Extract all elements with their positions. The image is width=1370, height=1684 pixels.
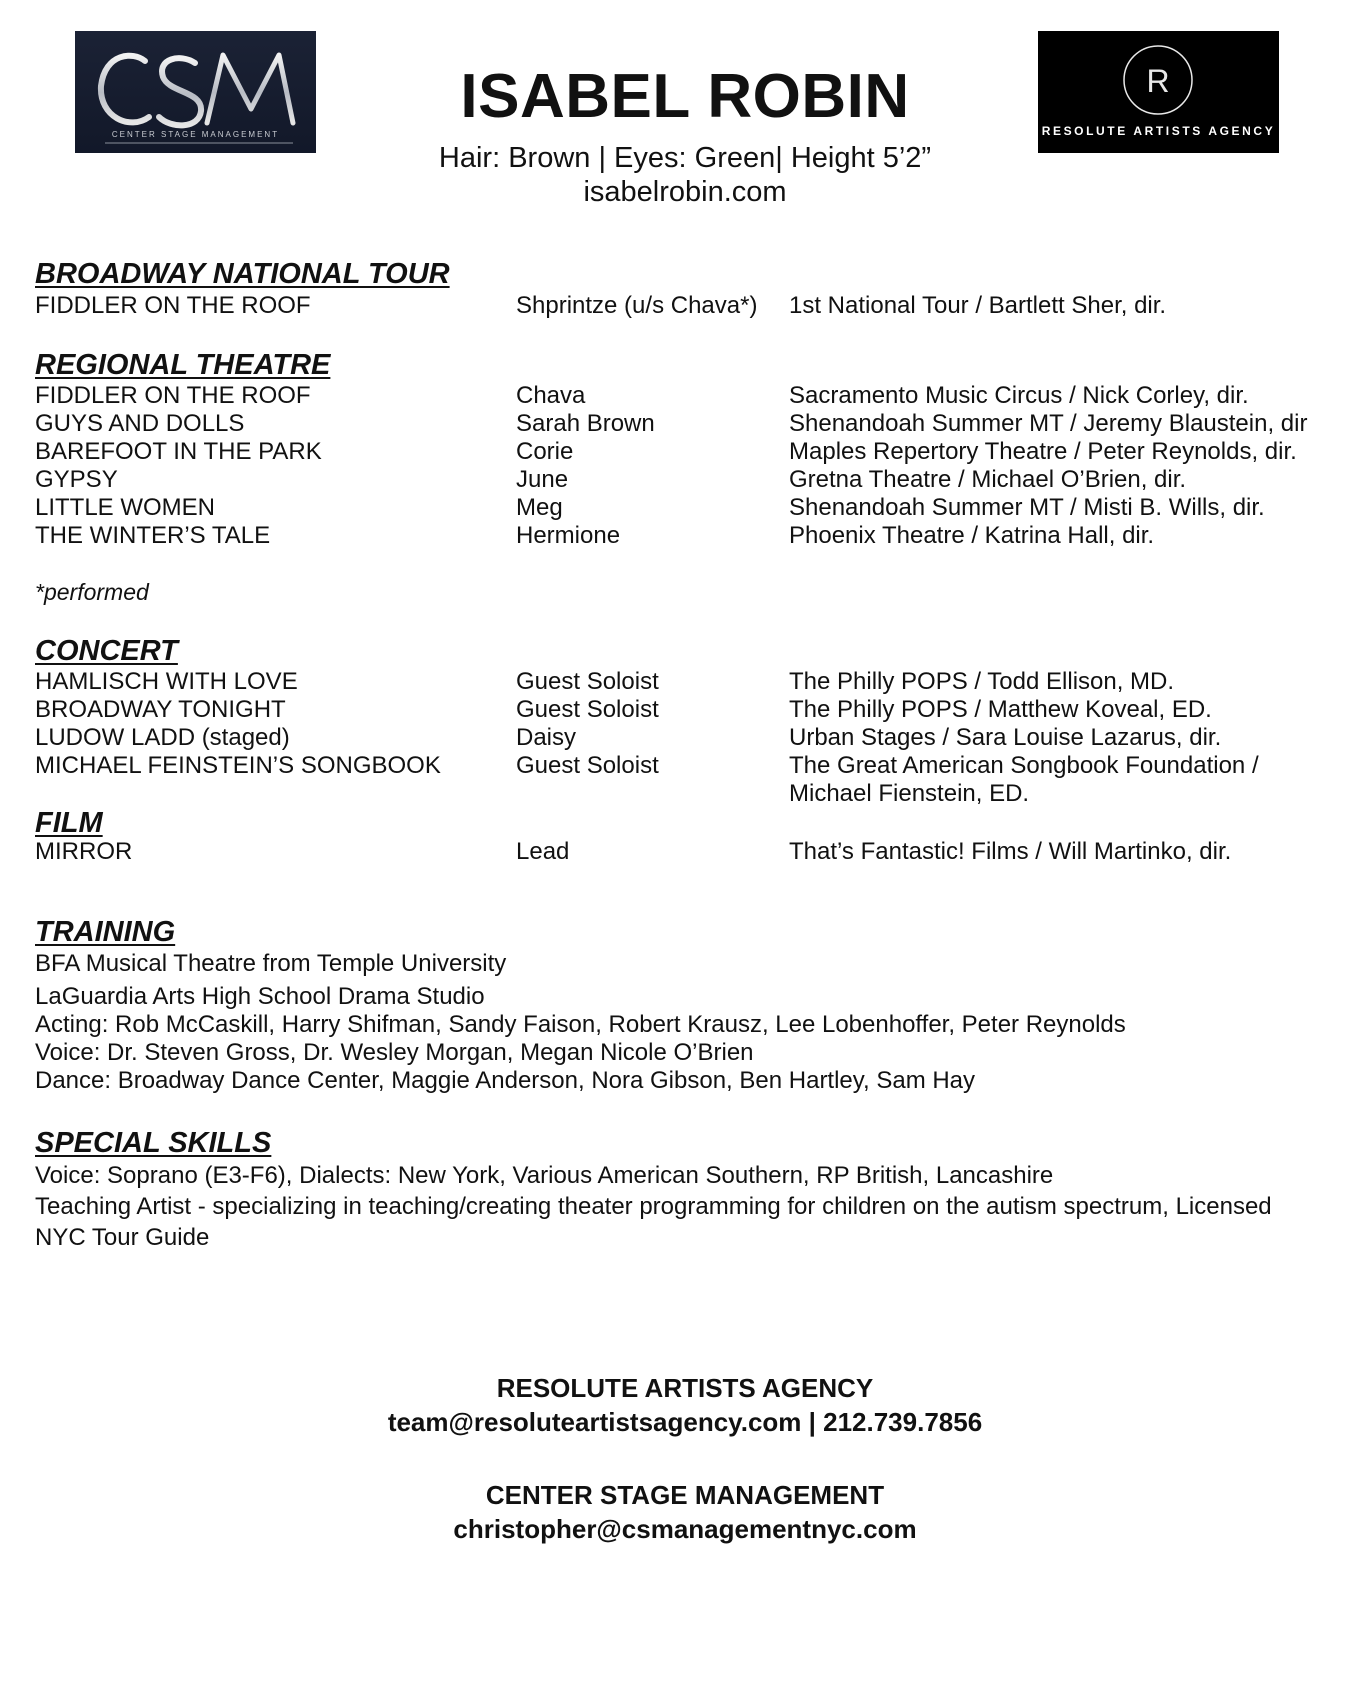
credit-role: Lead — [516, 838, 570, 865]
credit-row — [0, 724, 1370, 752]
credit-venue: Phoenix Theatre / Katrina Hall, dir. — [789, 522, 1155, 549]
credit-show: FIDDLER ON THE ROOF — [35, 292, 311, 319]
training-line: Acting: Rob McCaskill, Harry Shifman, Sandy Faison, Robert Krausz, Lee Lobenhoffer, Peter Reynolds — [35, 1011, 1126, 1038]
csm-logo — [75, 31, 316, 153]
credit-role: Meg — [516, 494, 563, 521]
credit-row — [0, 466, 1370, 494]
training-line: Voice: Dr. Steven Gross, Dr. Wesley Morgan, Megan Nicole O’Brien — [35, 1039, 754, 1066]
credit-venue: Urban Stages / Sara Louise Lazarus, dir. — [789, 724, 1222, 751]
skills-line: Voice: Soprano (E3-F6), Dialects: New York, Various American Southern, RP British, Lancashire — [35, 1162, 1054, 1189]
credit-row — [0, 292, 1370, 320]
credit-role: Guest Soloist — [516, 668, 659, 695]
resolute-logo-tagline: RESOLUTE ARTISTS AGENCY — [1041, 124, 1276, 138]
credit-show: FIDDLER ON THE ROOF — [35, 382, 311, 409]
credit-row-continuation — [0, 780, 1370, 808]
resolute-logo-letter: R — [1146, 63, 1170, 99]
credit-venue: Maples Repertory Theatre / Peter Reynolds, dir. — [789, 438, 1297, 465]
credit-role: Guest Soloist — [516, 696, 659, 723]
credit-venue: That’s Fantastic! Films / Will Martinko, dir. — [789, 838, 1232, 865]
credit-role: Chava — [516, 382, 586, 409]
credit-row — [0, 752, 1370, 780]
section-title-broadway: BROADWAY NATIONAL TOUR — [35, 258, 450, 290]
credit-show: THE WINTER’S TALE — [35, 522, 271, 549]
actor-website: isabelrobin.com — [583, 176, 787, 208]
credit-venue: Michael Fienstein, ED. — [789, 780, 1030, 807]
agency-contact-resolute[interactable]: team@resoluteartistsagency.com | 212.739.7856 — [387, 1407, 983, 1437]
credit-role: Guest Soloist — [516, 752, 659, 779]
resolute-logo — [1038, 31, 1279, 153]
credit-venue: Shenandoah Summer MT / Misti B. Wills, dir. — [789, 494, 1265, 521]
credit-venue: The Philly POPS / Todd Ellison, MD. — [789, 668, 1175, 695]
credit-row — [0, 494, 1370, 522]
credit-row — [0, 382, 1370, 410]
credit-role: Daisy — [516, 724, 577, 751]
credit-row — [0, 522, 1370, 550]
credit-show: MIRROR — [35, 838, 133, 865]
credit-show: GYPSY — [35, 466, 118, 493]
credit-role: Shprintze (u/s Chava*) — [516, 292, 758, 319]
credit-venue: 1st National Tour / Bartlett Sher, dir. — [789, 292, 1167, 319]
credit-venue: Gretna Theatre / Michael O’Brien, dir. — [789, 466, 1187, 493]
credit-show: BROADWAY TONIGHT — [35, 696, 286, 723]
section-title-regional: REGIONAL THEATRE — [35, 349, 331, 381]
credit-venue: Shenandoah Summer MT / Jeremy Blaustein, dir — [789, 410, 1308, 437]
agency-contact-csm[interactable]: christopher@csmanagementnyc.com — [453, 1514, 917, 1544]
agency-name-resolute: RESOLUTE ARTISTS AGENCY — [496, 1373, 874, 1403]
csm-logo-tagline: CENTER STAGE MANAGEMENT — [111, 130, 280, 139]
section-title-skills: SPECIAL SKILLS — [35, 1127, 272, 1159]
credit-row — [0, 838, 1370, 866]
performed-note: *performed — [35, 579, 149, 605]
training-line: LaGuardia Arts High School Drama Studio — [35, 983, 485, 1010]
credit-row — [0, 668, 1370, 696]
actor-name: ISABEL ROBIN — [460, 62, 910, 131]
training-line: BFA Musical Theatre from Temple University — [35, 950, 507, 977]
skills-line: Teaching Artist - specializing in teaching/creating theater programming for children on the autism spectrum, Licensed — [35, 1193, 1272, 1220]
credit-venue: Sacramento Music Circus / Nick Corley, dir. — [789, 382, 1249, 409]
credit-show: GUYS AND DOLLS — [35, 410, 245, 437]
credit-row — [0, 438, 1370, 466]
credit-role: Hermione — [516, 522, 621, 549]
credit-venue: The Great American Songbook Foundation / — [789, 752, 1259, 779]
training-line: Dance: Broadway Dance Center, Maggie Anderson, Nora Gibson, Ben Hartley, Sam Hay — [35, 1067, 976, 1094]
skills-line: NYC Tour Guide — [35, 1224, 210, 1251]
credit-show: HAMLISCH WITH LOVE — [35, 668, 298, 695]
credit-row — [0, 410, 1370, 438]
agency-name-csm: CENTER STAGE MANAGEMENT — [485, 1480, 885, 1510]
credit-venue: The Philly POPS / Matthew Koveal, ED. — [789, 696, 1212, 723]
credit-show: BAREFOOT IN THE PARK — [35, 438, 322, 465]
actor-stats: Hair: Brown | Eyes: Green| Height 5’2” — [438, 142, 932, 174]
section-title-concert: CONCERT — [35, 635, 178, 667]
section-title-film: FILM — [35, 807, 103, 839]
credit-show: LUDOW LADD (staged) — [35, 724, 290, 751]
credit-role: June — [516, 466, 569, 493]
credit-show: LITTLE WOMEN — [35, 494, 216, 521]
credit-show: MICHAEL FEINSTEIN’S SONGBOOK — [35, 752, 441, 779]
credit-row — [0, 696, 1370, 724]
credit-role: Corie — [516, 438, 574, 465]
section-title-training: TRAINING — [35, 916, 176, 948]
credit-role: Sarah Brown — [516, 410, 655, 437]
